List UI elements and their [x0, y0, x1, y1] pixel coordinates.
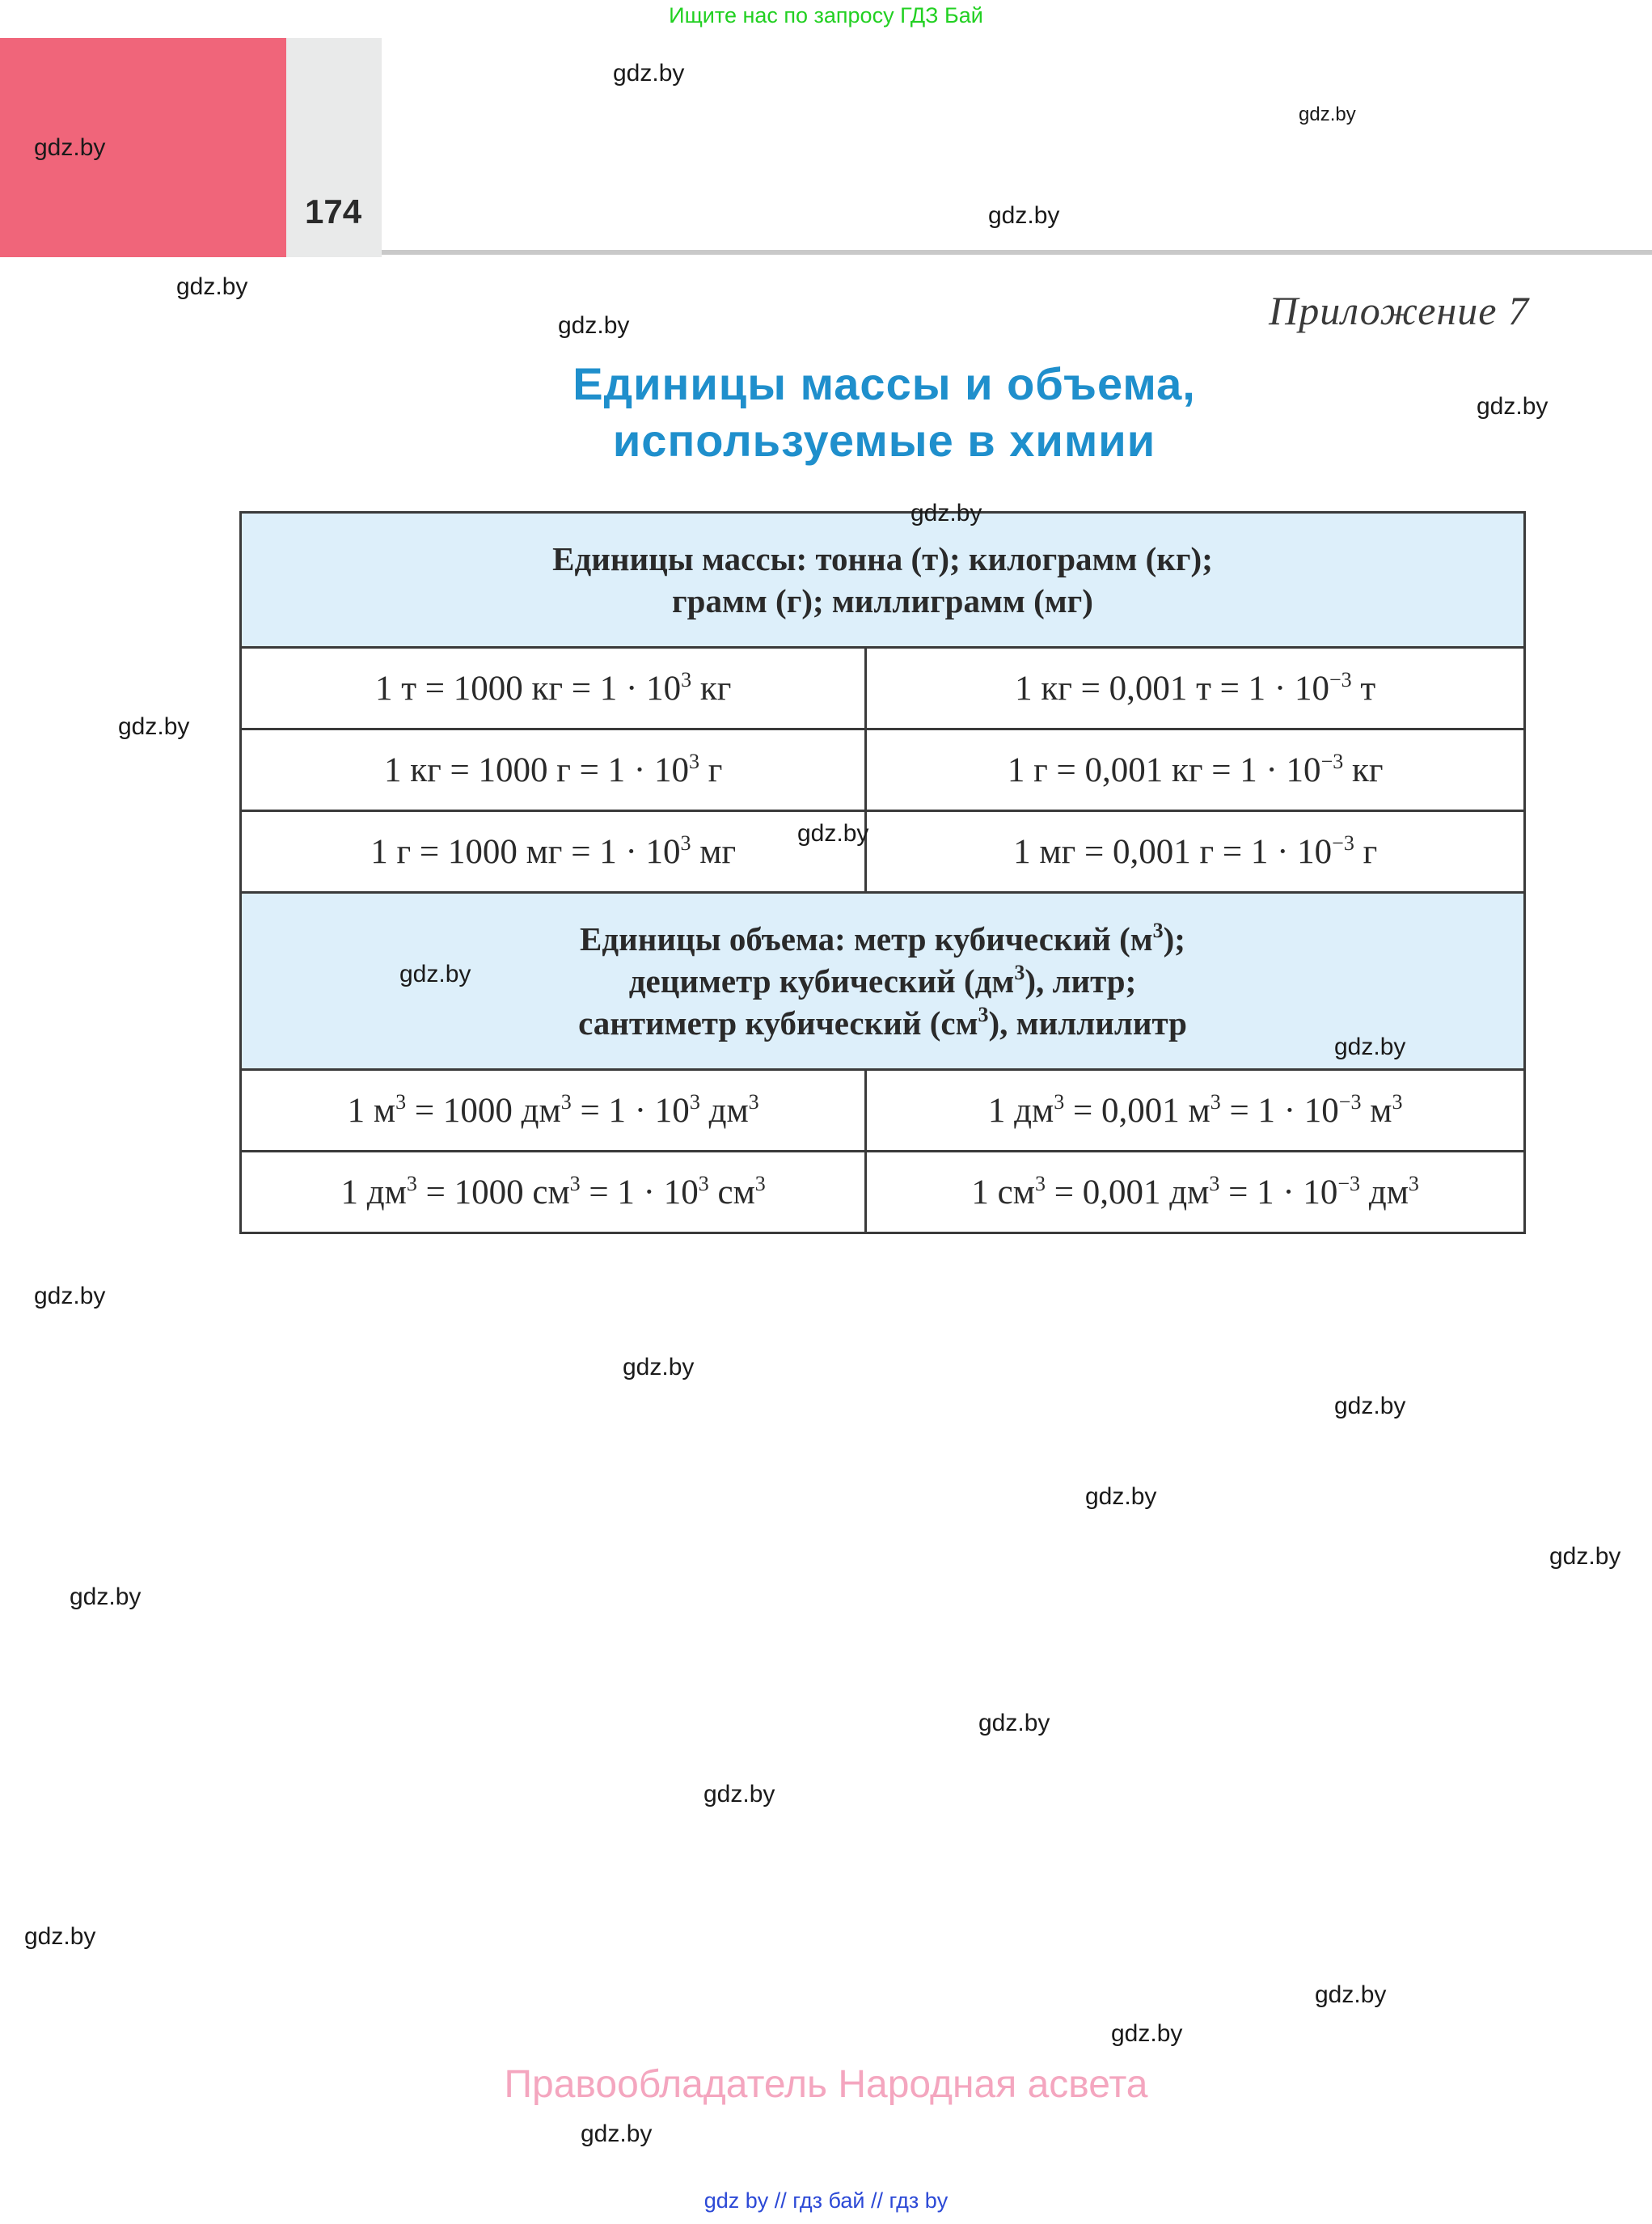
footer-links[interactable]: gdz by // гдз бай // гдз by: [703, 2188, 949, 2213]
table-row: [241, 811, 1525, 893]
volume-cell: 1 $дм^3 = 0,001$ $м^3 = 1 \cdot 10^{-3}$ $м^3$: [866, 1070, 1525, 1152]
mass-cell: 1 г = 0,001 кг = $1 \cdot 10^{-3}$ кг: [866, 729, 1525, 811]
mass-cell: 1 кг = 1000 $г = 1 \cdot 10^3$ г: [241, 729, 866, 811]
volume-cell: 1 $см^3 = 0,001$ $дм^3 = 1 \cdot 10^{-3}$ $дм^3$: [866, 1152, 1525, 1233]
units-table: [239, 511, 1526, 1234]
watermark: gdz.by: [1334, 1034, 1406, 1060]
header-divider: [382, 250, 1652, 255]
appendix-label: Приложение 7: [1269, 288, 1529, 333]
watermark: gdz.by: [988, 202, 1060, 229]
watermark: gdz.by: [558, 312, 630, 339]
watermark: gdz.by: [911, 500, 982, 526]
watermark: gdz.by: [1549, 1543, 1621, 1570]
mass-cell: 1 т = 1000 кг = $1 \cdot 10^3$ кг: [241, 648, 866, 729]
mass-header-cell: [241, 513, 1525, 648]
watermark: gdz.by: [581, 2120, 653, 2147]
watermark: gdz.by: [1111, 2020, 1183, 2047]
mass-cell: 1 мг = 0,001 $г = 1 \cdot 10^{-3}$ г: [866, 811, 1525, 893]
title-line-1: Единицы массы и объема,: [572, 358, 1196, 409]
watermark: gdz.by: [1315, 1981, 1387, 2008]
watermark: gdz.by: [797, 820, 869, 847]
watermark: gdz.by: [118, 713, 190, 740]
volume-cell: 1 $м^3 = 1000$ $дм^3 = 1 \cdot 10^3$ $дм^3$: [241, 1070, 866, 1152]
table-row: [241, 648, 1525, 729]
volume-cell: 1 $дм^3 = 1000$ $см^3 = 1 \cdot 10^3$ $см^3$: [241, 1152, 866, 1233]
table-row: [241, 729, 1525, 811]
watermark: gdz.by: [176, 273, 248, 300]
page-title: [323, 356, 1445, 469]
volume-header-line-3: сантиметр кубический $(см^3)$, миллилитр: [578, 1003, 1187, 1042]
title-line-2: используемые в химии: [612, 415, 1156, 466]
watermark: gdz.by: [24, 1923, 96, 1950]
watermark: gdz.by: [1085, 1483, 1157, 1510]
table-row: [241, 1070, 1525, 1152]
table-row: [241, 1152, 1525, 1233]
mass-cell: 1 кг = 0,001 $т = 1 \cdot 10^{-3}$ т: [866, 648, 1525, 729]
watermark: gdz.by: [1334, 1393, 1406, 1419]
watermark: gdz.by: [703, 1781, 775, 1808]
volume-header-line-1: Единицы объема: метр кубический $(м^3)$;: [580, 919, 1185, 958]
mass-cell: 1 г = 1000 мг = $1 \cdot 10^3$ мг: [241, 811, 866, 893]
mass-header-line-2: грамм (г); миллиграмм (мг): [672, 582, 1093, 619]
mass-header-line-1: Единицы массы: тонна (т); килограмм (кг);: [552, 540, 1213, 577]
volume-header-line-2: дециметр кубический $(дм^3)$, литр;: [628, 961, 1137, 1000]
mass-header-row: [241, 513, 1525, 648]
page-number: 174: [305, 192, 362, 230]
search-banner[interactable]: Ищите нас по запросу ГДЗ Бай: [669, 3, 983, 27]
copyright-notice: Правообладатель Народная асвета: [504, 2063, 1148, 2106]
watermark: gdz.by: [613, 60, 685, 87]
watermark: gdz.by: [70, 1583, 142, 1610]
watermark: gdz.by: [1477, 393, 1548, 420]
watermark: gdz.by: [399, 961, 471, 987]
watermark: gdz.by: [1299, 104, 1356, 125]
watermark: gdz.by: [34, 134, 106, 161]
watermark: gdz.by: [623, 1354, 695, 1380]
watermark: gdz.by: [978, 1710, 1050, 1736]
watermark: gdz.by: [34, 1283, 106, 1309]
